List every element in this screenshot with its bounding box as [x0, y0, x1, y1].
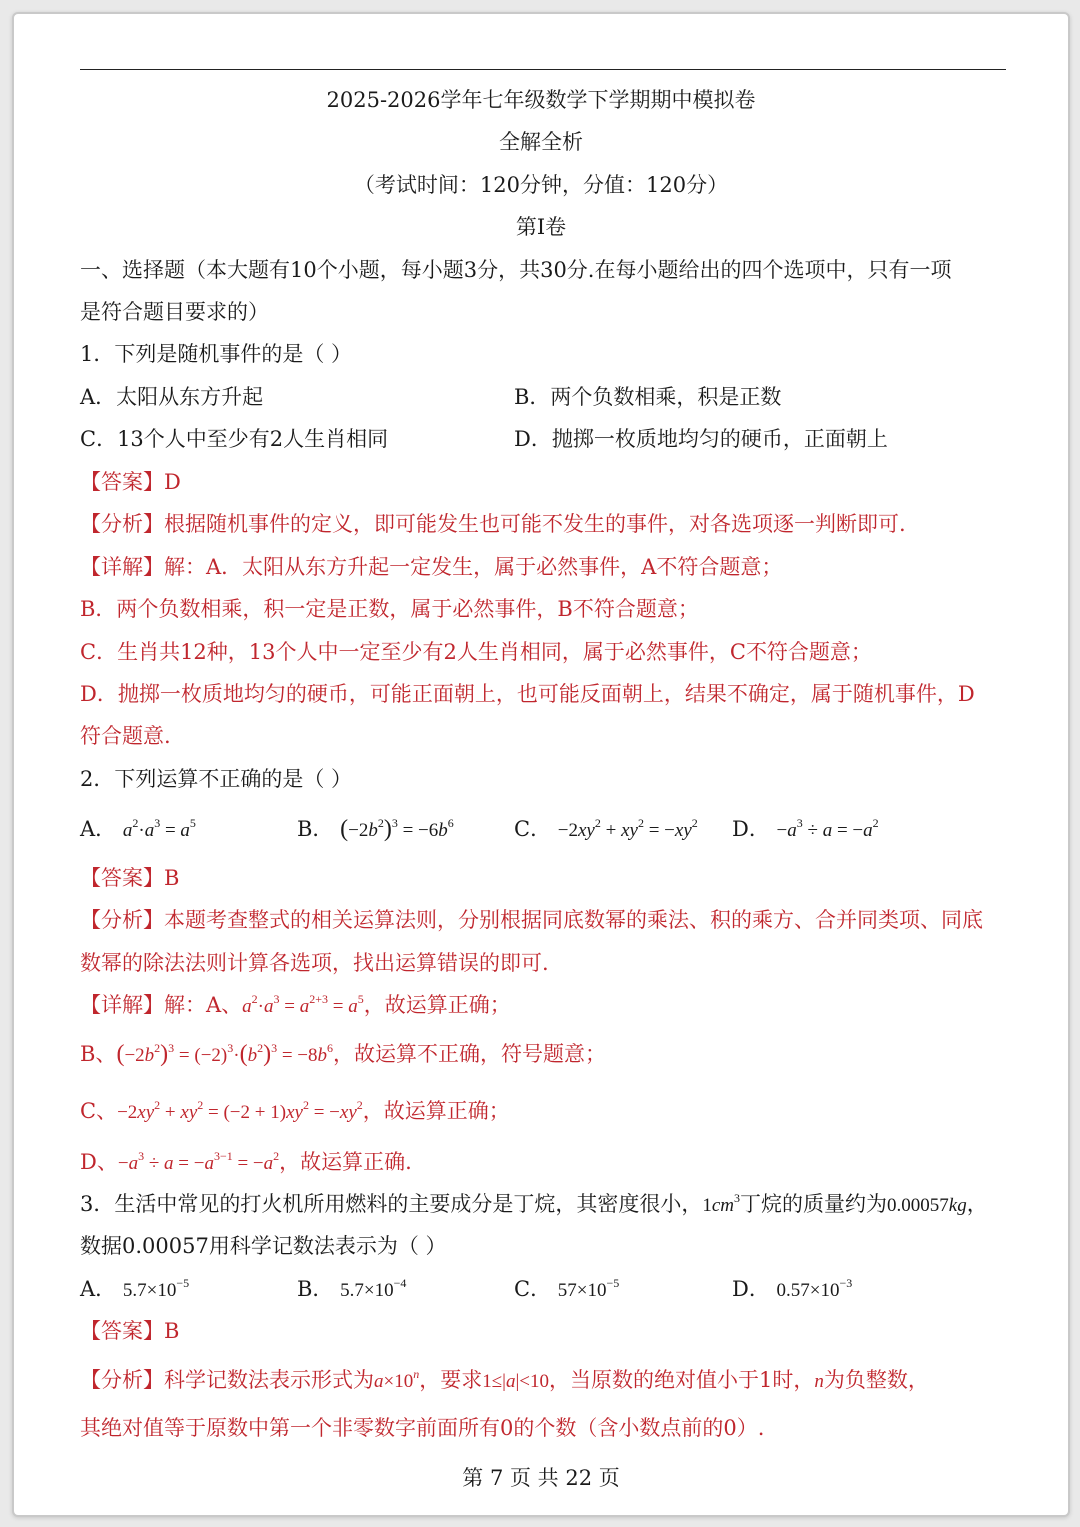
detail-tag: 【详解】 — [80, 993, 164, 1017]
q2-stem: 2．下列运算不正确的是（ ） — [80, 767, 353, 791]
detail-prefix: C、 — [80, 1099, 118, 1123]
q3-analysis-cont: 其绝对值等于原数中第一个非零数字前面所有0的个数（含小数点前的0）. — [80, 1416, 765, 1440]
q2-detail-a: 【详解】解：A、$a^2\cdot a^3 = a^{2+3} = a^5$，故运算正确； — [80, 992, 511, 1017]
option-label: B． — [297, 1277, 334, 1301]
q1-detail-c: C．生肖共12种，13个人中一定至少有2人生肖相同，属于必然事件，C不符合题意； — [80, 640, 872, 664]
section-heading: 一、选择题（本大题有10个小题，每小题3分，共30分.在每小题给出的四个选项中，只有一项 — [80, 258, 952, 282]
q3-answer — [80, 1317, 1010, 1345]
option-label: C． — [514, 1277, 552, 1301]
q1-detail-d-cont: 符合题意. — [80, 724, 171, 748]
q3-stem: 3．生活中常见的打火机所用燃料的主要成分是丁烷，其密度很小，$1cm^3$丁烷的质量约为0.00057kg， — [80, 1191, 988, 1216]
q3-option-a: A． $5.7\times 10^{-5}$ — [80, 1276, 190, 1301]
q2-option-a: A． $a^2\cdot a^3 = a^5$ — [80, 816, 196, 841]
header-rule — [80, 69, 1006, 70]
detail-suffix: ，故运算正确； — [363, 993, 511, 1017]
q1-answer — [80, 468, 1010, 496]
q1-option-d: D．抛掷一枚质地均匀的硬币，正面朝上 — [514, 427, 888, 451]
q3-analysis: 【分析】科学记数法表示形式为$a\times 10^n$，要求1≤|a|<10，当原数的绝对值小于1时，n为负整数， — [80, 1367, 929, 1392]
detail-text: 解：A．太阳从东方升起一定发生，属于必然事件，A不符合题意； — [164, 555, 783, 579]
detail-tag: 【详解】 — [80, 555, 164, 579]
exam-subtitle: 全解全析 — [499, 130, 583, 154]
analysis-tag: 【分析】 — [80, 1368, 164, 1392]
detail-suffix: ，故运算正确. — [279, 1150, 412, 1174]
exam-info: （考试时间：120分钟，分值：120分） — [353, 173, 729, 197]
option-label: D． — [732, 1277, 770, 1301]
q1-detail-d: D．抛掷一枚质地均匀的硬币，可能正面朝上，也可能反面朝上，结果不确定，属于随机事件，D — [80, 682, 975, 706]
q2-answer — [80, 864, 1010, 892]
q1-analysis — [80, 510, 1010, 538]
q1-option-b: B．两个负数相乘，积是正数 — [514, 385, 782, 409]
q2-detail-c: C、$-2xy^2 + xy^2 = (-2 + 1)xy^2 = -xy^2$，故运算正确； — [80, 1098, 510, 1123]
answer-tag: 【答案】 — [80, 470, 164, 494]
detail-suffix: ，故运算正确； — [362, 1099, 510, 1123]
answer-value: D — [164, 470, 181, 494]
answer-tag: 【答案】 — [80, 1319, 164, 1343]
q2-detail-b: B、$(-2b^2)^3 = (-2)^3\cdot(b^2)^3 = -8b^6$，故运算不正确，符号题意； — [80, 1041, 607, 1067]
q2-analysis-cont: 数幂的除法法则计算各选项，找出运算错误的即可. — [80, 951, 549, 975]
answer-value: B — [164, 866, 180, 890]
q2-option-d: D． $-a^3 \div a = -a^2$ — [732, 816, 879, 841]
detail-prefix: B、 — [80, 1042, 117, 1066]
analysis-text-d: 为负整数， — [823, 1368, 929, 1392]
q1-option-a: A．太阳从东方升起 — [80, 385, 264, 409]
detail-prefix: 解：A、 — [164, 993, 243, 1017]
analysis-text: 科学记数法表示形式为 — [164, 1368, 374, 1392]
q3-stem-text-b: 丁烷的质量约为 — [740, 1192, 888, 1216]
analysis-text-b: ，要求 — [419, 1368, 483, 1392]
detail-prefix: D、 — [80, 1150, 118, 1174]
q1-detail-b: B．两个负数相乘，积一定是正数，属于必然事件，B不符合题意； — [80, 597, 699, 621]
q2-analysis — [80, 906, 1010, 934]
answer-value: B — [164, 1319, 180, 1343]
q2-option-c: C． $-2xy^2 + xy^2 = -xy^2$ — [514, 816, 698, 841]
analysis-text: 本题考查整式的相关运算法则，分别根据同底数幂的乘法、积的乘方、合并同类项、同底 — [164, 908, 983, 932]
analysis-text-c: ，当原数的绝对值小于1时， — [548, 1368, 815, 1392]
option-label: C． — [514, 817, 552, 841]
section-heading-cont: 是符合题目要求的） — [80, 300, 269, 324]
q3-stem-text-c: ， — [966, 1192, 988, 1216]
analysis-tag: 【分析】 — [80, 908, 164, 932]
q3-stem-cont: 数据0.00057用科学记数法表示为（ ） — [80, 1234, 447, 1258]
option-label: A． — [80, 1277, 117, 1301]
detail-suffix: ，故运算不正确，符号题意； — [333, 1042, 607, 1066]
document-page — [12, 12, 1070, 1517]
volume-label: 第Ⅰ卷 — [515, 215, 567, 239]
q3-option-c: C． $57\times 10^{-5}$ — [514, 1276, 620, 1301]
option-label: B． — [297, 817, 334, 841]
analysis-tag: 【分析】 — [80, 512, 164, 536]
q2-detail-d: D、$-a^3 \div a = -a^{3-1} = -a^2$，故运算正确. — [80, 1149, 412, 1174]
q3-option-b: B． $5.7\times 10^{-4}$ — [297, 1276, 407, 1301]
exam-title: 2025-2026学年七年级数学下学期期中模拟卷 — [326, 88, 756, 112]
analysis-text: 根据随机事件的定义，即可能发生也可能不发生的事件，对各选项逐一判断即可. — [164, 512, 906, 536]
q1-detail — [80, 553, 1010, 581]
q2-option-b: B． $(-2b^2)^3 = -6b^6$ — [297, 816, 454, 842]
answer-tag: 【答案】 — [80, 866, 164, 890]
option-label: A． — [80, 817, 117, 841]
option-label: D． — [732, 817, 770, 841]
q3-option-d: D． $0.57\times 10^{-3}$ — [732, 1276, 853, 1301]
q1-stem: 1．下列是随机事件的是（ ） — [80, 342, 353, 366]
q3-stem-text: 3．生活中常见的打火机所用燃料的主要成分是丁烷，其密度很小， — [80, 1192, 703, 1216]
q1-option-c: C．13个人中至少有2人生肖相同 — [80, 427, 389, 451]
page-footer: 第 7 页 共 22 页 — [462, 1466, 620, 1490]
